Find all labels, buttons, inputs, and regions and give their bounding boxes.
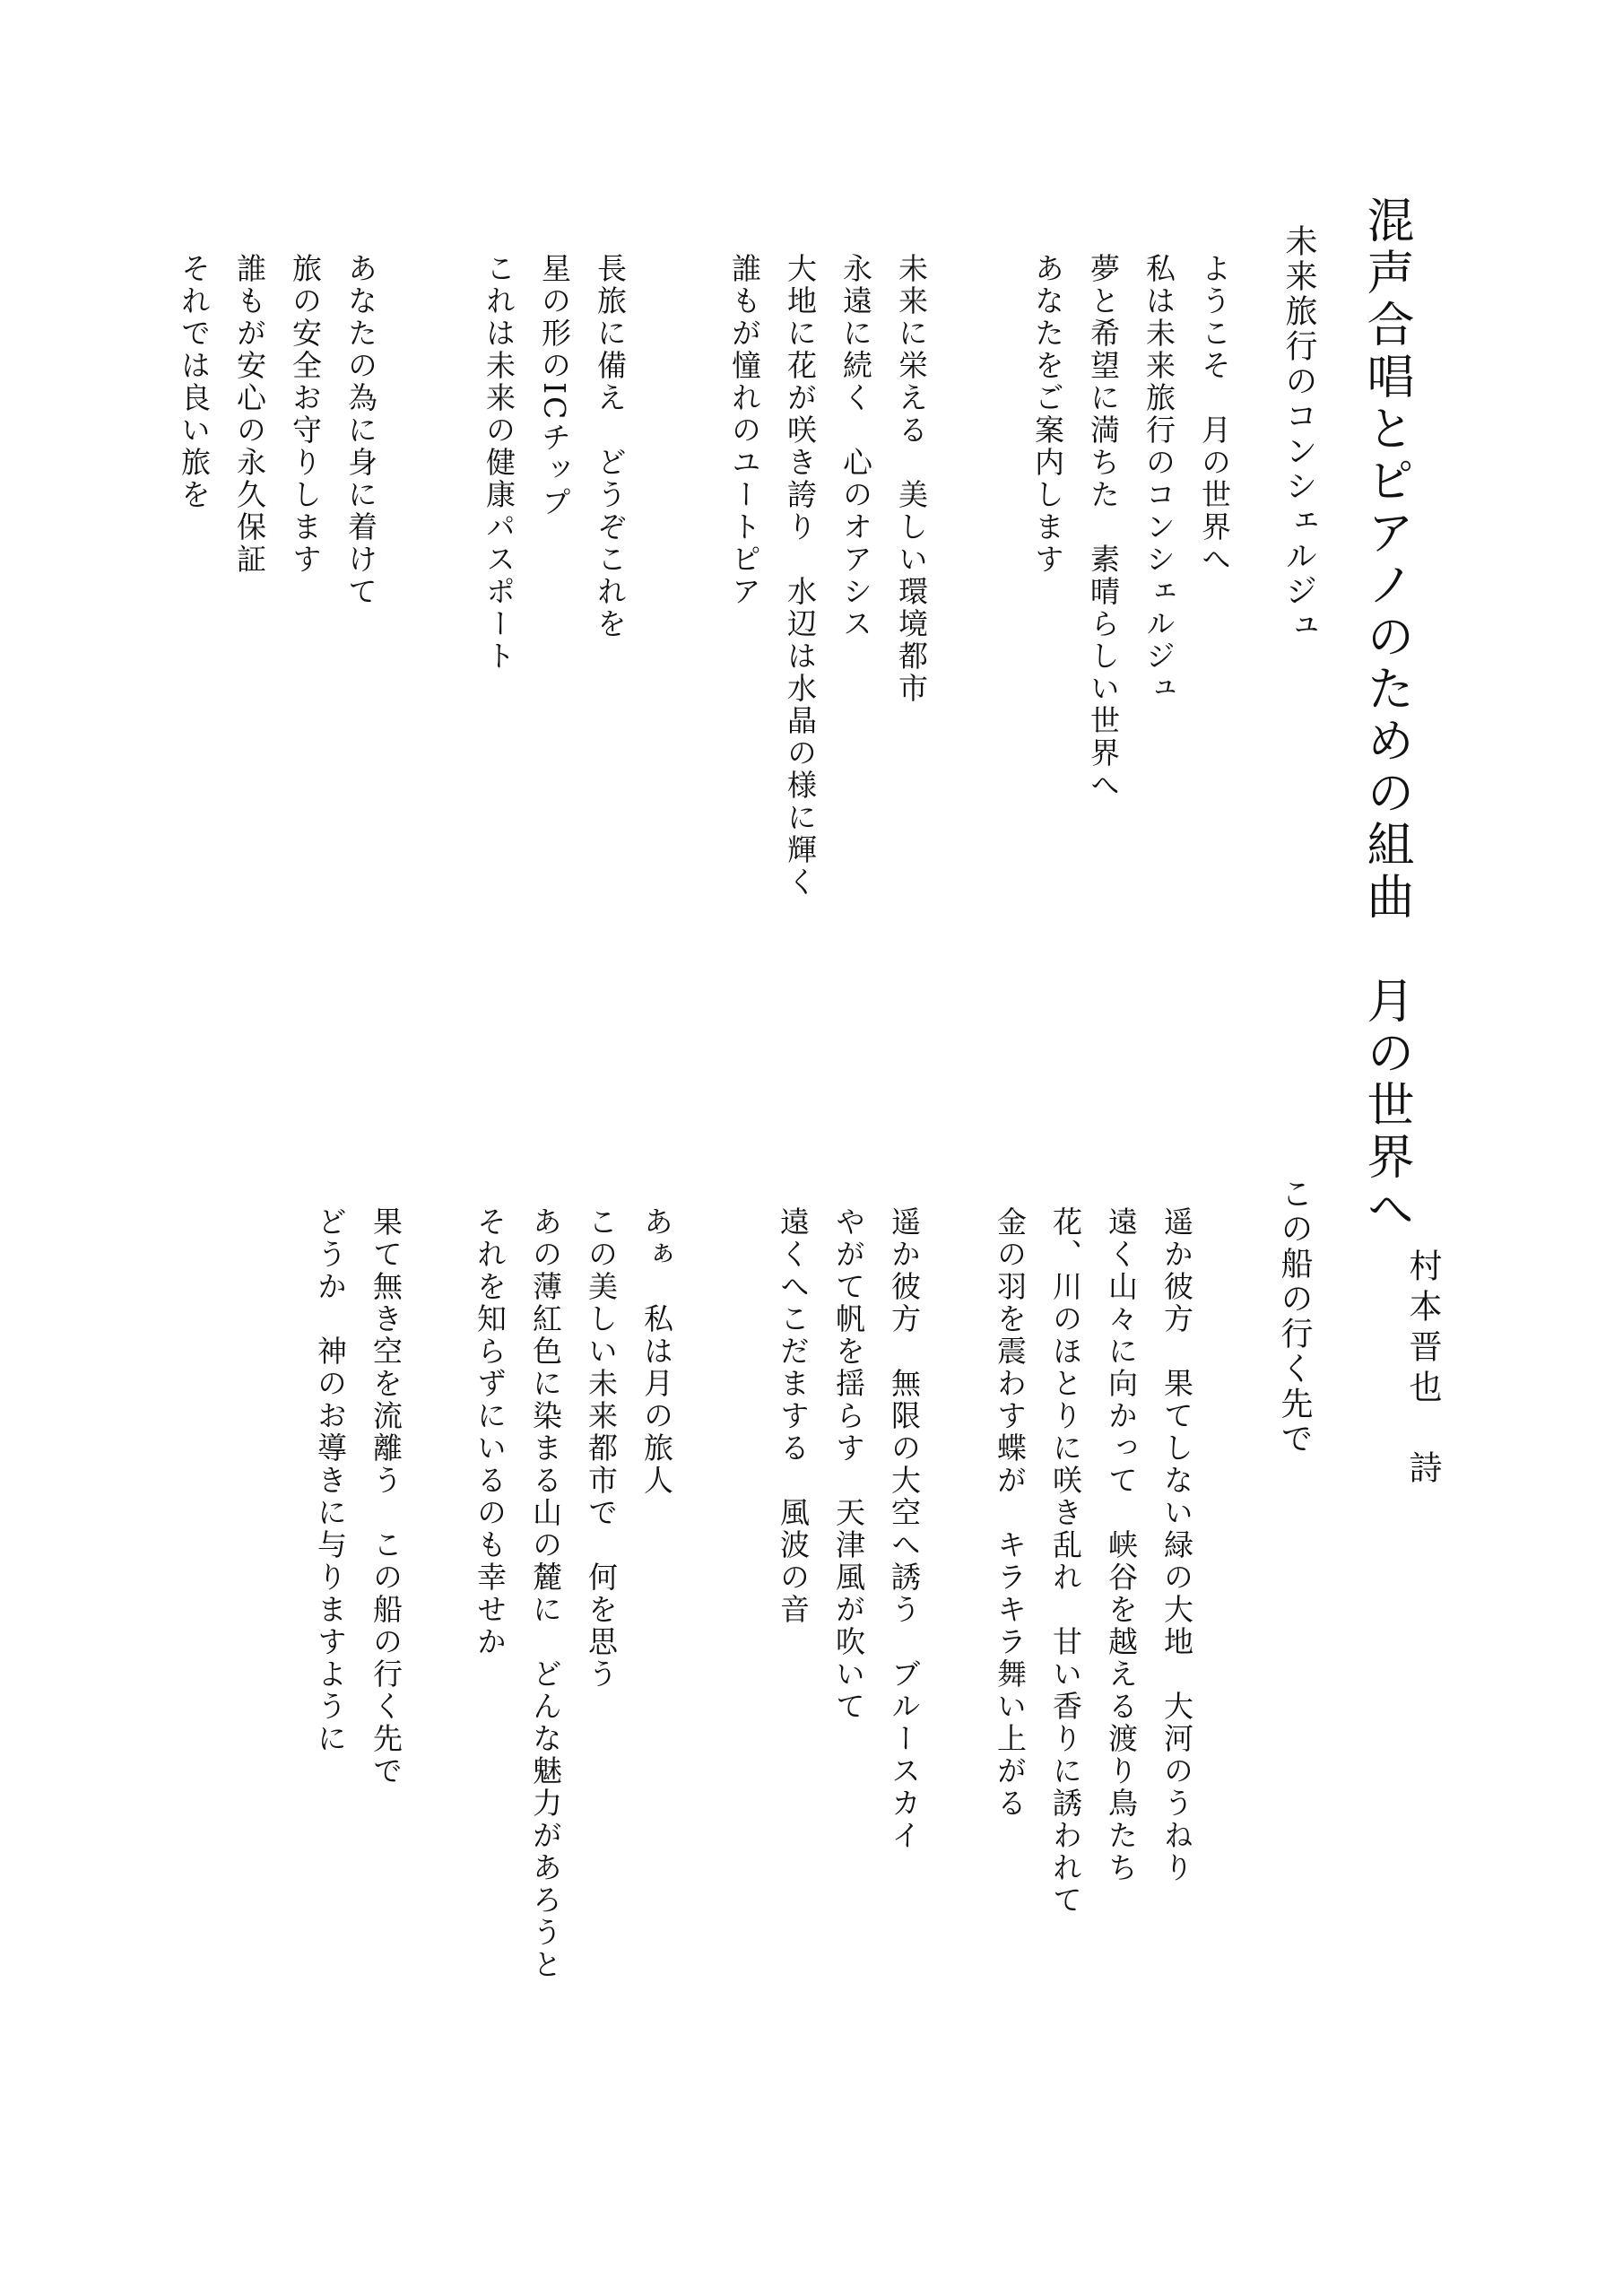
lyric-line: 長旅に備え どうぞこれを [593,253,628,640]
lyric-line: 夢と希望に満ちた 素晴らしい世界へ [1086,253,1121,802]
lyric-line: これは未来の健康パスポート [482,253,516,673]
lyric-line: 遠く山々に向かって 峡谷を越える渡り鳥たち [1104,1206,1139,1884]
lyric-line: 私は未来旅行のコンシェルジュ [1141,253,1176,705]
stanza [1030,253,1232,802]
stanza [475,1206,672,1981]
stanza [179,253,376,608]
stanza [482,253,628,673]
lyric-line: それを知らずにいるのも幸せか [473,1206,508,1658]
lyric-line: 遥か彼方 無限の大空へ誘う ブルースカイ [887,1206,922,1852]
lyric-line: 未来に栄える 美しい環境都市 [894,253,929,705]
lyric-line: あの薄紅色に染まる山の麓に どんな魅力があろうと [528,1206,563,1981]
lyric-line: 星の形のICチップ [537,253,572,519]
stanza [313,1206,404,1787]
page-title: 混声合唱とピアノのための組曲 月の世界へ [1359,196,1414,1236]
lyric-line: ようこそ 月の世界へ [1197,253,1232,576]
lyric-line: 大地に花が咲き誇り 水辺は水晶の様に輝く [783,253,818,899]
lyric-line: やがて帆を揺らす 天津風が吹いて [831,1206,866,1723]
stanza [995,1206,1192,1917]
lyric-line: あなたをご案内します [1030,253,1065,576]
lyric-line: 果て無き空を流離う この船の行く先で [369,1206,404,1787]
section-subtitle: 未来旅行のコンシェルジュ [1280,224,1317,644]
stanza [727,253,929,899]
lyric-line: 永遠に続く 心のオアシス [838,253,873,640]
lyric-line: 遥か彼方 果てしない緑の大地 大河のうねり [1159,1206,1194,1884]
lyric-line: 誰もが憧れのユートピア [727,253,762,608]
lyric-line: この美しい未来都市で 何を思う [584,1206,619,1691]
lyric-line: それでは良い旅を [177,253,212,511]
section-subtitle: この船の行く先で [1276,1177,1313,1457]
author-credit: 村本晋也 詩 [1403,1248,1442,1491]
lyric-line: 花、川のほとりに咲き乱れ 甘い香りに誘われて [1048,1206,1083,1917]
lyric-line: 誰もが安心の永久保証 [232,253,267,576]
lyric-line: あぁ 私は月の旅人 [639,1206,674,1497]
lyric-line: 遠くへこだまする 風波の音 [776,1206,811,1626]
lyric-line: どうか 神のお導きに与りますように [313,1206,348,1755]
stanza [776,1206,922,1852]
lyric-line: あなたの為に身に着けて [343,253,378,608]
lyric-line: 金の羽を震わす蝶が キラキラ舞い上がる [993,1206,1028,1820]
lyric-line: 旅の安全お守りします [288,253,323,576]
